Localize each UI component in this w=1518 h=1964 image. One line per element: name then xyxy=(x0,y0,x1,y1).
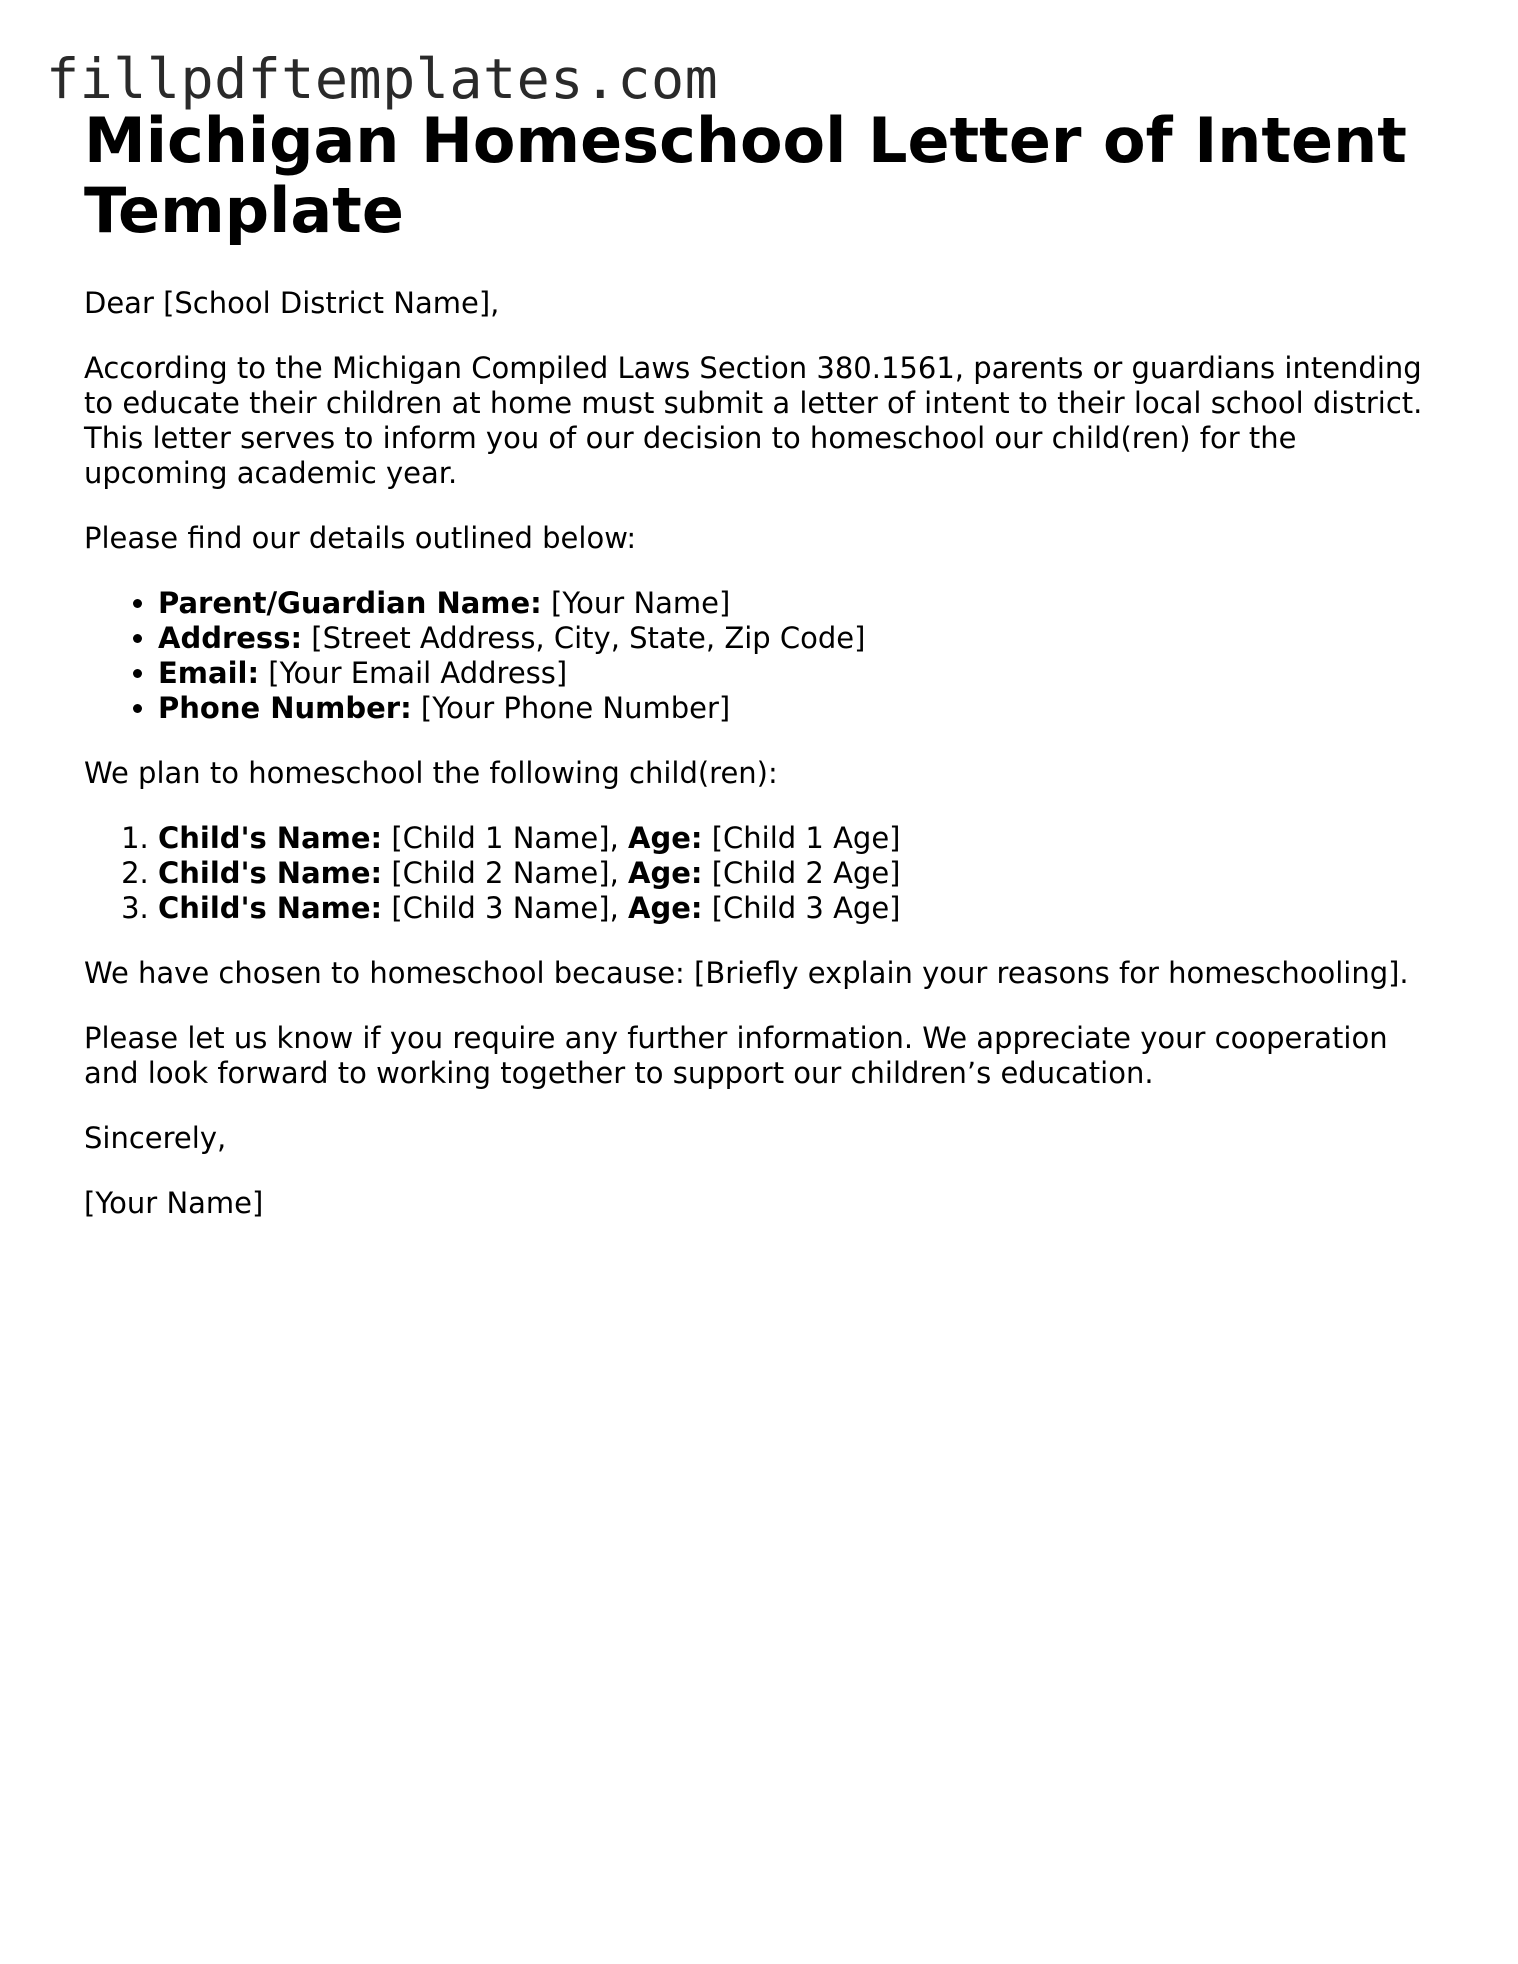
details-list xyxy=(84,586,1434,726)
children-intro: We plan to homeschool the following child(ren): xyxy=(84,756,778,790)
child-name: [Child 1 Name], xyxy=(382,821,629,855)
signature: [Your Name] xyxy=(84,1186,264,1220)
detail-label: Email: xyxy=(158,656,260,690)
children-list xyxy=(84,821,1434,926)
child-age-label: Age: xyxy=(628,856,703,890)
letter-body xyxy=(84,286,1434,1221)
list-item xyxy=(158,821,1434,856)
child-age-label: Age: xyxy=(628,891,703,925)
child-name-label: Child's Name: xyxy=(158,821,383,855)
list-item xyxy=(158,891,1434,926)
greeting: Dear [School District Name], xyxy=(84,286,500,320)
child-age: [Child 3 Age] xyxy=(702,891,901,925)
list-item xyxy=(158,691,1434,726)
detail-value: [Street Address, City, State, Zip Code] xyxy=(302,621,866,655)
watermark: fillpdftemplates.com xyxy=(46,47,719,111)
list-item xyxy=(158,656,1434,691)
intro-paragraph: According to the Michigan Compiled Laws Section 380.1561, parents or guardians intending to educate their children at home must submit a letter of intent to their local school district. This letter serves to inform you of our decision to homeschool our child(ren) for the upcoming academic year. xyxy=(84,351,1423,490)
signoff: Sincerely, xyxy=(84,1121,227,1155)
child-name: [Child 3 Name], xyxy=(382,891,629,925)
detail-value: [Your Email Address] xyxy=(259,656,568,690)
detail-value: [Your Phone Number] xyxy=(411,691,731,725)
child-name: [Child 2 Name], xyxy=(382,856,629,890)
page-title: Michigan Homeschool Letter of Intent Template xyxy=(84,104,1407,247)
letter-page xyxy=(84,106,1434,1221)
child-age-label: Age: xyxy=(628,821,703,855)
list-item xyxy=(158,586,1434,621)
list-item xyxy=(158,621,1434,656)
detail-label: Address: xyxy=(158,621,303,655)
closing-paragraph: Please let us know if you require any further information. We appreciate your cooperation and look forward to working together to support our children’s education. xyxy=(84,1021,1388,1090)
detail-value: [Your Name] xyxy=(541,586,731,620)
child-name-label: Child's Name: xyxy=(158,891,383,925)
child-age: [Child 1 Age] xyxy=(702,821,901,855)
child-name-label: Child's Name: xyxy=(158,856,383,890)
details-intro: Please find our details outlined below: xyxy=(84,521,637,555)
reasons-paragraph: We have chosen to homeschool because: [Briefly explain your reasons for homeschooling]. xyxy=(84,956,1409,990)
detail-label: Phone Number: xyxy=(158,691,412,725)
detail-label: Parent/Guardian Name: xyxy=(158,586,542,620)
list-item xyxy=(158,856,1434,891)
child-age: [Child 2 Age] xyxy=(702,856,901,890)
